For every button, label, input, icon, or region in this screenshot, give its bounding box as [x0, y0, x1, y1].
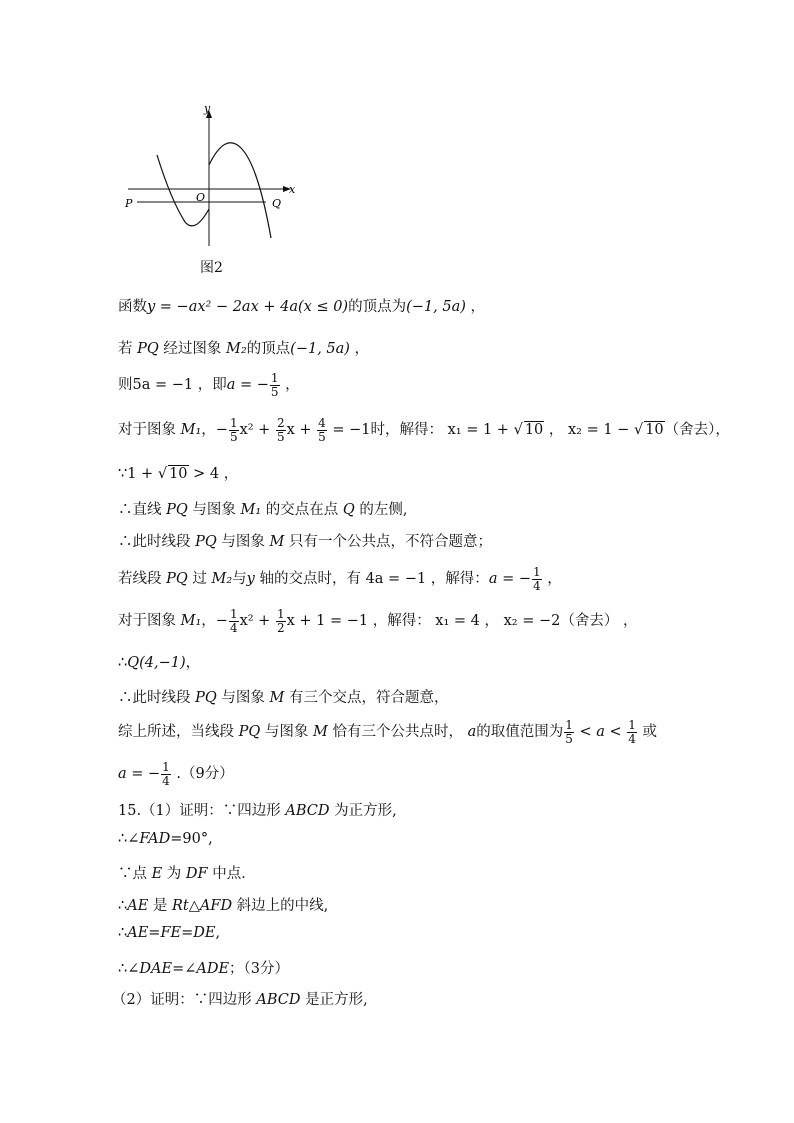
line-10: ∴Q(4,−1)，	[118, 655, 201, 671]
fraction: $\frac{1}{2}$	[276, 607, 285, 635]
line-8: 若线段 PQ 过 M₂与y 轴的交点时，有 4a = −1 ，解得：a = − $\frac{1}{4}$ ，	[118, 565, 562, 593]
fraction: $\frac{1}{4}$	[628, 718, 636, 746]
label-y: y	[204, 102, 211, 115]
label-q: Q	[272, 197, 282, 210]
line-18: ∴AE=FE=DE,	[118, 925, 221, 941]
line-4: 对于图象 M₁，− $\frac{1}{5}$ x² + $\frac{2}{5}$ x + $\frac{4}{5}$ = −1时，解得： x₁ = 1 + √ 10 ， x₂ = 1 − √ 10（舍去），	[118, 416, 730, 444]
fraction: $\frac{1}{5}$	[270, 371, 279, 399]
line-11: ∴此时线段 PQ 与图象 M 有三个交点，符合题意，	[118, 690, 449, 706]
fraction: $\frac{1}{4}$	[229, 607, 238, 635]
fraction: $\frac{4}{5}$	[318, 416, 326, 444]
line-16: ∵点 E 为 DF 中点．	[118, 866, 256, 882]
line-2: 若 PQ 经过图象 M₂的顶点(−1, 5a) ，	[118, 341, 370, 357]
label-o: O	[196, 191, 206, 204]
line-9: 对于图象 M₁，− $\frac{1}{4}$ x² + $\frac{1}{2}$ x + 1 = −1 ，解得： x₁ = 4 ， x₂ = −2（舍去） ，	[118, 607, 638, 635]
line-6: ∴直线 PQ 与图象 M₁ 的交点在点 Q 的左侧,	[118, 502, 408, 518]
label-p: P	[125, 197, 133, 210]
function-graph-figure	[0, 0, 794, 300]
fraction: $\frac{2}{5}$	[276, 416, 285, 444]
line-5: ∵1 + √ 10 > 4 ，	[118, 466, 239, 482]
fraction: $\frac{1}{4}$	[162, 760, 170, 788]
figure-caption: 图2	[200, 260, 223, 276]
line-13: a = − $\frac{1}{4}$ .（9分）	[118, 760, 234, 788]
line-19: ∴∠DAE=∠ADE；（3分）	[118, 961, 290, 977]
label-x: x	[289, 183, 296, 196]
line-15: ∴∠FAD=90°,	[118, 831, 213, 847]
line-1: 函数y = −ax² − 2ax + 4a(x ≤ 0)的顶点为(−1, 5a) ，	[118, 299, 485, 315]
fraction: $\frac{1}{5}$	[229, 416, 238, 444]
line-12: 综上所述，当线段 PQ 与图象 M 恰有三个公共点时， a的取值范围为 $\frac{1}{5}$ < a < $\frac{1}{4}$ 或	[118, 718, 657, 746]
curve-m1	[209, 143, 271, 238]
line-7: ∴此时线段 PQ 与图象 M 只有一个公共点，不符合题意；	[118, 534, 492, 550]
line-17: ∴AE 是 Rt△AFD 斜边上的中线,	[118, 898, 329, 914]
line-14: 15.（1）证明：∵四边形 ABCD 为正方形,	[118, 803, 397, 819]
line-20: （2）证明：∵四边形 ABCD 是正方形,	[112, 992, 368, 1008]
fraction: $\frac{1}{5}$	[565, 718, 573, 746]
fraction: $\frac{1}{4}$	[532, 565, 541, 593]
line-3: 则5a = −1 ，即a = − $\frac{1}{5}$ ，	[118, 371, 300, 399]
